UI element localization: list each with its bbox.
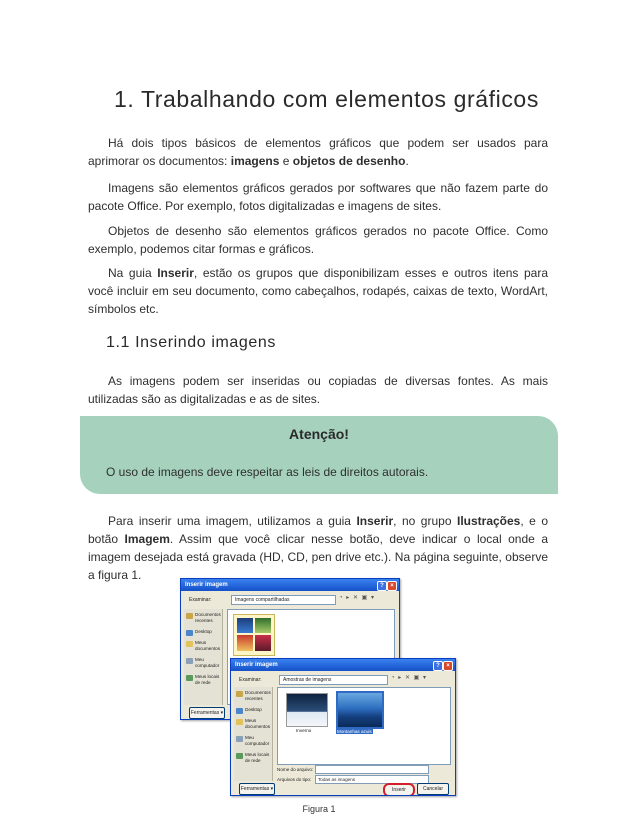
callout-text: O uso de imagens deve respeitar as leis de direitos autorais. [106,465,429,479]
paragraph-objetos: Objetos de desenho são elementos gráficos gerados no pacote Office. Como exemplo, podemos citar formas e gráficos. [88,224,548,256]
filename-field[interactable] [315,765,429,774]
paragraph-types: Há dois tipos básicos de elementos gráficos que podem ser usados para aprimorar os documentos: imagens e objetos de desenho. [88,136,548,168]
tools-button[interactable]: Ferramentas ▾ [189,707,225,719]
place-computer[interactable]: Meu computador [234,732,272,749]
winter-caption: Inverno [296,728,312,733]
look-in-label: Examinar: [239,677,262,683]
winter-thumbnail[interactable] [286,693,328,727]
figure-caption: Figura 1 [302,804,336,814]
place-recent[interactable]: Documentos recentes [234,687,272,704]
paragraph-fontes: As imagens podem ser inseridas ou copiadas de diversas fontes. As mais utilizadas são as digitalizadas e as de sites. [88,374,548,406]
place-desktop[interactable]: Desktop [234,704,272,715]
computer-icon [186,658,193,664]
file-list[interactable] [277,687,451,765]
insert-button[interactable]: Inserir [383,783,415,796]
filetype-label: Arquivos do tipo: [277,777,312,782]
close-icon[interactable]: × [387,581,397,591]
tools-button[interactable]: Ferramentas ▾ [239,783,275,795]
place-desktop[interactable]: Desktop [184,626,222,637]
folder-thumbnail[interactable] [233,614,275,656]
folder-icon [186,641,193,647]
help-icon[interactable]: ? [433,661,443,671]
place-documents[interactable]: Meus documentos [234,715,272,732]
place-network[interactable]: Meus locais de rede [184,671,222,688]
filetype-select[interactable]: Todas as imagens [315,775,429,784]
bold-inserir: Inserir [157,266,194,280]
place-network[interactable]: Meus locais de rede [234,749,272,766]
places-bar [184,609,223,705]
computer-icon [236,736,243,742]
look-in-label: Examinar: [189,597,212,603]
dialog-titlebar: Inserir imagem ? × [231,659,455,671]
blue-hills-thumbnail[interactable] [336,691,384,729]
network-icon [186,675,193,681]
paragraph-imagens: Imagens são elementos gráficos gerados por softwares que não fazem parte do pacote Office. Por exemplo, fotos digitalizadas e imagens de sites. [88,181,548,213]
page-title: 1. Trabalhando com elementos gráficos [114,86,539,112]
desktop-icon [236,708,243,714]
bold-objetos: objetos de desenho [292,154,406,168]
paragraph-instructions: Para inserir uma imagem, utilizamos a guia Inserir, no grupo Ilustrações, e o botão Imagem. Assim que você clicar nesse botão, deve indicar o local onde a imagem desejada está gravada (HD, CD, pen drive etc.). Na página seguinte, observe a figura 1. [88,514,549,582]
toolbar-icons[interactable]: ◔ ▸ ✕ ▣ ▾ [391,675,428,681]
bold-imagens: imagens [230,154,280,168]
place-documents[interactable]: Meus documentos [184,637,222,654]
callout-title: Atenção! [289,426,349,442]
place-computer[interactable]: Meu computador [184,654,222,671]
desktop-icon [186,630,193,636]
look-in-select[interactable]: Amostras de imagens [279,675,388,685]
blue-hills-caption: Montanhas azuis [337,729,372,734]
cancel-button[interactable]: Cancelar [417,783,449,795]
look-in-select[interactable]: Imagens compartilhadas [231,595,336,605]
help-icon[interactable]: ? [377,581,387,591]
paragraph-inserir: Na guia Inserir, estão os grupos que disponibilizam esses e outros itens para você incluir em seu documento, como cabeçalhos, rodapés, caixas de texto, WordArt, símbolos etc. [88,266,548,316]
dialog-titlebar: Inserir imagem ? × [181,579,399,591]
recent-docs-icon [186,613,193,619]
section-subtitle: 1.1 Inserindo imagens [106,334,277,351]
folder-icon [236,719,243,725]
toolbar-icons[interactable]: ◔ ▸ ✕ ▣ ▾ [339,595,376,601]
close-icon[interactable]: × [443,661,453,671]
filename-label: Nome do arquivo: [277,767,314,772]
places-bar [234,687,273,781]
insert-image-dialog-front [230,658,456,796]
recent-docs-icon [236,691,243,697]
network-icon [236,753,243,759]
attention-callout [80,416,558,494]
place-recent[interactable]: Documentos recentes [184,609,222,626]
